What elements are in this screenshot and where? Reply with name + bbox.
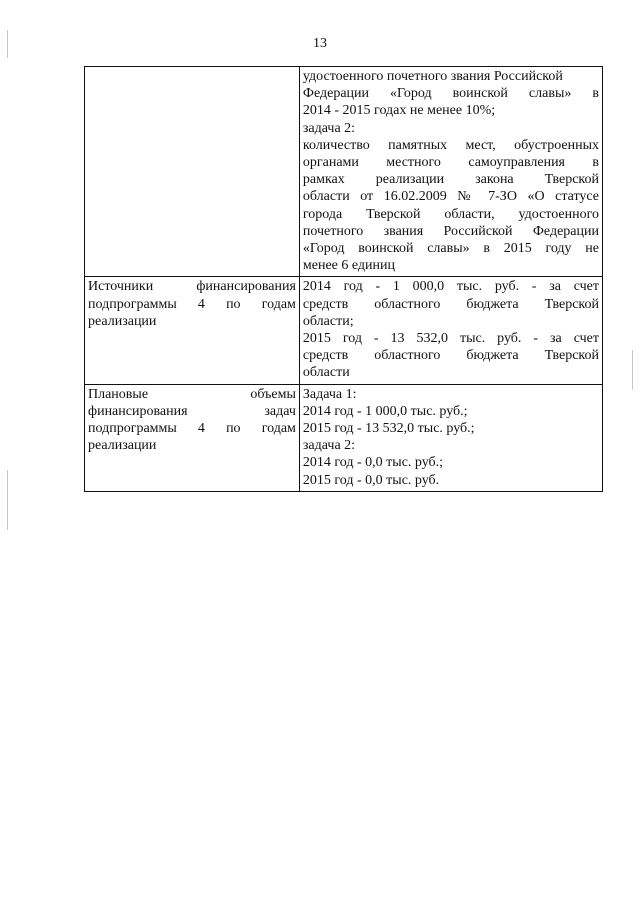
content-line: средств областного бюджета Тверской xyxy=(302,348,599,364)
label-line: финансирования задач xyxy=(88,403,296,419)
label-line: Источники финансирования xyxy=(88,279,296,295)
content-line: рамках реализации закона Тверской xyxy=(302,172,599,188)
label-line: реализации xyxy=(88,438,157,454)
content-line: Задача 1: xyxy=(302,386,357,402)
content-line: области от 16.02.2009 № 7-ЗО «О статусе xyxy=(302,189,599,205)
label-line: подпрограммы 4 по годам xyxy=(88,296,296,312)
row-label-cell xyxy=(85,384,300,491)
table-row xyxy=(85,384,603,491)
content-line: области; xyxy=(302,313,354,329)
row-label-cell xyxy=(85,67,300,277)
content-line: менее 6 единиц xyxy=(302,258,396,274)
content-line: 2014 год - 0,0 тыс. руб.; xyxy=(302,455,444,471)
content-line: города Тверской области, удостоенного xyxy=(302,206,599,222)
label-line: реализации xyxy=(88,313,157,329)
content-line: области xyxy=(302,365,350,381)
page-number: 13 xyxy=(313,36,327,51)
content-line: средств областного бюджета Тверской xyxy=(302,296,599,312)
content-line: Федерации «Город воинской славы» в xyxy=(302,86,599,102)
table-row xyxy=(85,277,603,384)
content-line: 2014 год - 1 000,0 тыс. руб. - за счет xyxy=(302,279,599,295)
content-line: 2015 год - 13 532,0 тыс. руб. - за счет xyxy=(302,331,599,347)
content-line: 2015 год - 13 532,0 тыс. руб.; xyxy=(302,421,475,437)
content-line: органами местного самоуправления в xyxy=(302,155,599,171)
content-line: задача 2: xyxy=(302,120,356,136)
scan-edge-mark xyxy=(7,30,8,58)
scan-edge-mark xyxy=(7,470,8,530)
label-line: подпрограммы 4 по годам xyxy=(88,421,296,437)
content-line: 2014 год - 1 000,0 тыс. руб.; xyxy=(302,403,468,419)
content-line: количество памятных мест, обустроенных xyxy=(302,137,599,153)
scan-edge-mark xyxy=(632,350,633,390)
content-line: почетного звания Российской Федерации xyxy=(302,223,599,239)
row-content-cell xyxy=(299,277,602,384)
row-content-cell xyxy=(299,67,602,277)
table-row xyxy=(85,67,603,277)
content-line: удостоенного почетного звания Российской xyxy=(302,69,563,84)
row-label-cell xyxy=(85,277,300,384)
content-line: «Город воинской славы» в 2015 году не xyxy=(302,241,599,257)
content-line: задача 2: xyxy=(302,438,356,454)
label-line: Плановые объемы xyxy=(88,386,296,402)
row-content-cell xyxy=(299,384,602,491)
passport-table xyxy=(84,66,603,492)
content-line: 2015 год - 0,0 тыс. руб. xyxy=(302,472,440,488)
content-line: 2014 - 2015 годах не менее 10%; xyxy=(302,103,496,119)
